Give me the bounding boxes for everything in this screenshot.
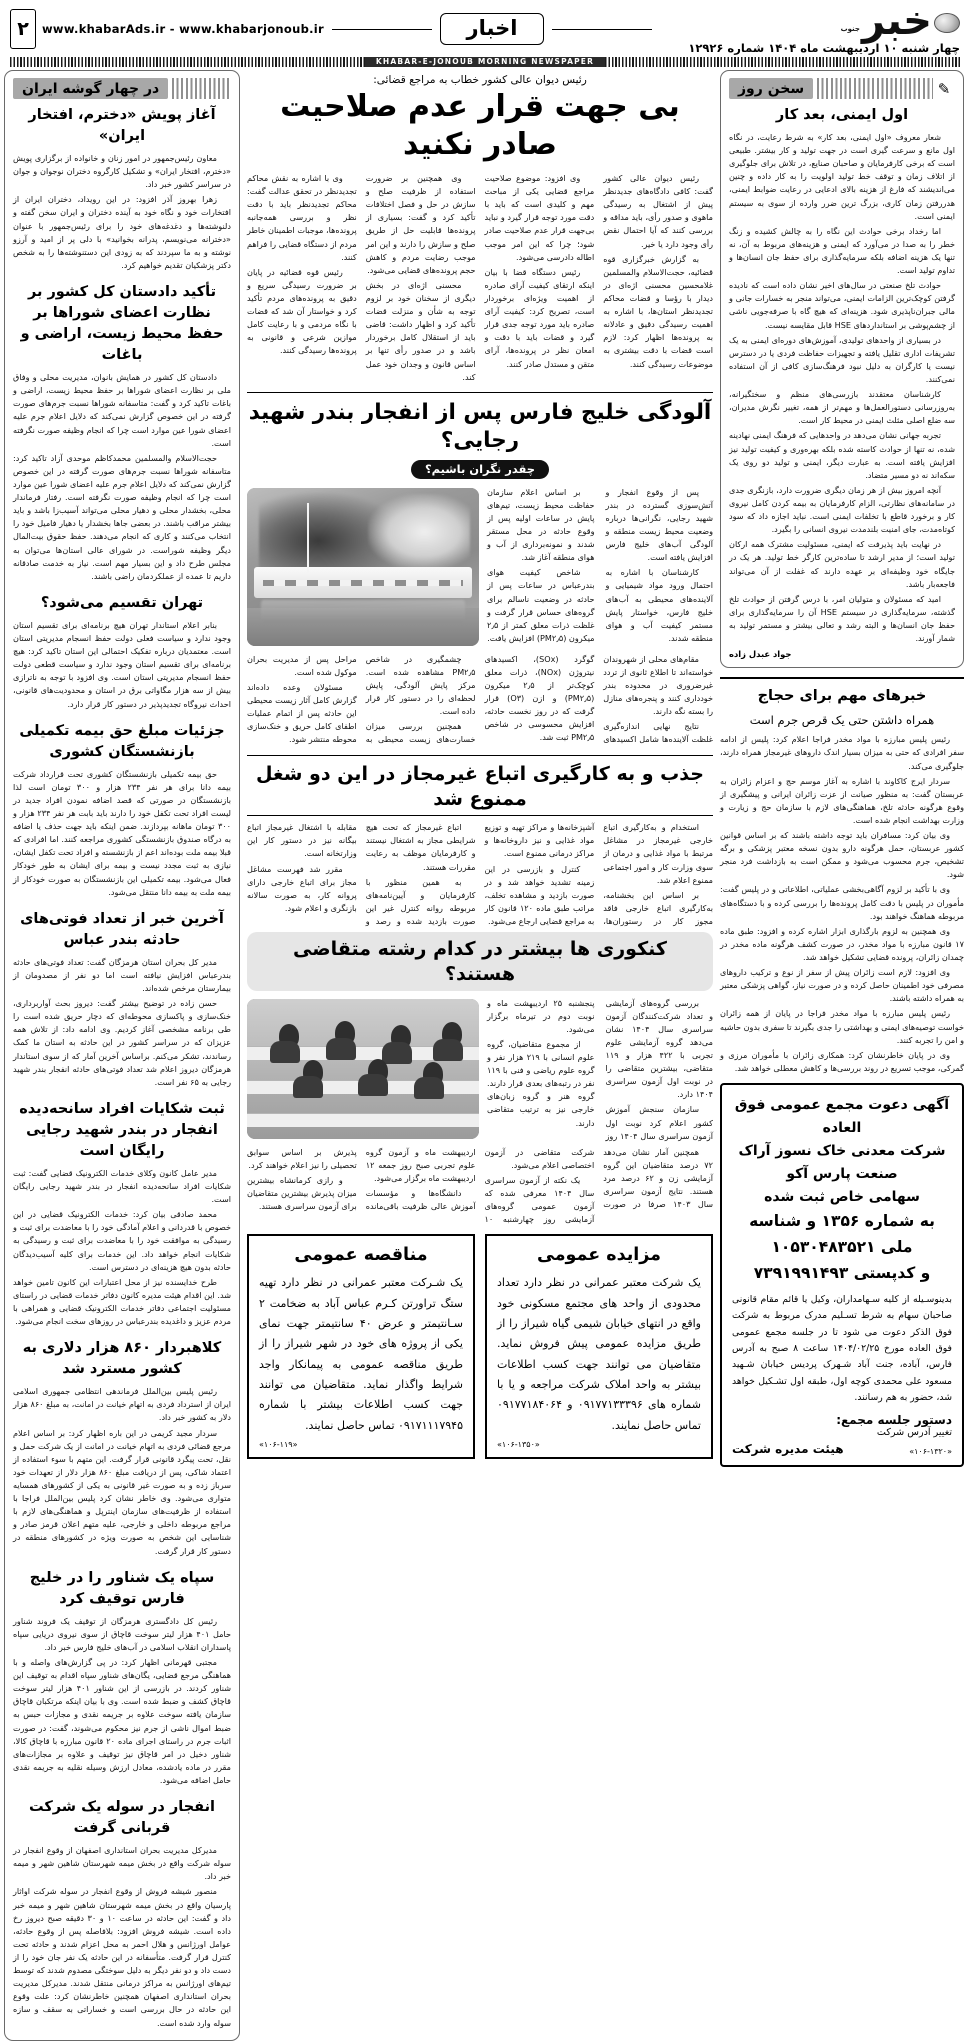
roundup-para: رئیس کل دادگستری هرمزگان از توقیف یک فروند شناور حامل ۴۰۱ هزار لیتر سوخت قاچاق از سوی نیروی دریایی سپاه پاسداران انقلاب اسلامی در آب‌های خلیج فارس خبر داد. xyxy=(13,1615,231,1652)
editorial-para: اما رخداد برخی حوادث این نگاه را به چالش کشیده و زنگ خطر را به صدا در می‌آورد که ایمنی و هزینه‌های مربوط به آن، نه تنها یک هزینه اضافه بلکه سرمایه‌گذاری برای حفظ جان انسان‌ها و تداوم تولید است. xyxy=(729,225,955,276)
roundup-strip-head xyxy=(13,78,231,99)
assembly-ad-line1: آگهی دعوت مجمع عمومی فوق العاده xyxy=(734,1097,950,1137)
section-title: اخبار xyxy=(440,13,545,44)
tender-ad-body: یک شـرکت معتبر عمرانی در نظر دارد تهیه ستگ تراورتن کـرم عباس آباد به ضخامت ۲ سـانتیمتر و عرض ۴۰ سانتیمتر جهت نمای یکی از پروژه های خود در شهر شیراز را از طریق مناقصه عمومی به پیمانکار واجد شرایط واگذار نماید. متقاضیان می توانند جهت کسب اطلاعات بیشتر با شماره ۰۹۱۷۱۱۱۷۹۴۵ تماس حاصل نمایند. xyxy=(259,1276,463,1432)
konkur-photo xyxy=(247,999,479,1139)
lead-para: رئیس دیوان عالی کشور گفت: کافی دادگاه‌های جدیدنظر پیش از اشتغال به رسیدگی ماهوی و صدور رأی، باید مداقه و بررسی کنند که آیا احتمال نقض رأی وجود دارد یا خیر. xyxy=(603,173,713,249)
roundup-strip-title: در چهار گوشه ایران xyxy=(13,78,168,99)
editorial-para: امید که مسئولان و متولیان امر، با درس گرفتن از حوادث تلخ گذشته، سرمایه‌گذاری در سیستم HSE آن را سرمایه‌گذاری برای حفظ جان انسان‌ها و البته رشد و تعالی بیشتر و مستمر تولید به شمار آورند. xyxy=(729,593,955,644)
assembly-ad-line4: به شماره ۱۳۵۶ و شناسه ملی ۱۰۵۳۰۴۸۳۵۲۱ xyxy=(749,1212,935,1257)
editorial-para: در نهایت باید پذیرفت که ایمنی، مسئولیت مشترک همه ارکان تولید است؛ از مدیر ارشد تا ساده‌ترین کارگر خط تولید. هر یک در جایگاه خود وظیفه‌ای بر عهده دارند که غفلت از آن می‌تواند فاجعه‌بار باشد. xyxy=(729,539,955,589)
konkur-para: سازمان سنجش آموزش کشور اعلام کرد نوبت اول آزمون سراسری سال ۱۴۰۴ روز پنجشنبه ۲۵ اردیبهشت ماه و نوبت دوم در تیرماه برگزار می‌شود. xyxy=(487,997,713,1141)
editorial-byline: جواد عبدل زاده xyxy=(729,649,792,660)
pen-icon: ✎ xyxy=(937,79,951,98)
roundup-title: کلاهبردار ۸۶۰ هزار دلاری به کشور مسترد شد xyxy=(22,1340,222,1378)
assembly-ad-line2: شرکت معدنی خاک نسوز آراک صنعت پارس آکو xyxy=(738,1143,946,1183)
hajj-para: سردار ایرج کاکاوند با اشاره به آغاز موسم حج و اعزام زائران به عربستان گفت: به منظور صیانت از عزت زائران ایرانی و پیشگیری از وقوع هرگونه حادثه تلخ، هماهنگی‌های لازم با سازمان حج و زیارت و وزارت بهداشت انجام شده است. xyxy=(720,775,964,825)
issue-date: چهار شنبه ۱۰ اردیبهشت ماه ۱۴۰۴ شماره ۱۲۹۲۶ xyxy=(688,41,960,55)
editorial-strip-title: سخن روز xyxy=(729,78,813,99)
roundup-para: مدیر کل بحران استان هرمزگان گفت: تعداد فوتی‌های حادثه بندرعباس افزایش نیافته است اما دو نفر از مصدومان از بیمارستان مرخص شده‌اند. xyxy=(13,956,231,993)
tender-ad-title: مناقصه عمومی xyxy=(294,1245,428,1266)
roundup-title: ثبت شکایات افراد سانحه‌دیده انفجار در بندر شهید رجایی رایگان است xyxy=(19,1100,225,1159)
assembly-ad-signer: هیئت مدیره شرکت xyxy=(732,1442,844,1457)
pollution-para: شاخص کیفیت هوای بندرعباس در ساعات پس از حادثه در وضعیت ناسالم برای گروه‌های حساس قرار گرفت و غلظت ذرات معلق کمتر از ۲٫۵ میکرون (PM۲٫۵) افزایش یافت. xyxy=(487,567,595,643)
foreignwork-body xyxy=(247,821,713,928)
roundup-title: جزئیات مبلغ حق بیمه تکمیلی بازنشستگان کشوری xyxy=(19,722,225,760)
pollution-body xyxy=(247,486,713,747)
pollution-pill: چقدر نگران باشیم؟ xyxy=(411,460,549,479)
pollution-para: نتایج نهایی اندازه‌گیری غلظت آلاینده‌ها شامل اکسیدهای گوگرد (SOx)، اکسیدهای نیتروژن (NOx)، ذرات معلق کوچک‌تر از ۲٫۵ میکرون (PM۲٫۵) و ازن (O۳) قرار گرفت که در روز نخست حادثه، افزایش محسوسی در شاخص PM۲٫۵ ثبت شد. xyxy=(484,653,713,745)
editorial-title: اول ایمنی، بعد کار xyxy=(775,107,909,123)
hajj-subtitle: همراه داشتن حتی یک قرص جرم است xyxy=(749,713,935,728)
editorial-para: تجربه جهانی نشان می‌دهد در واحدهایی که فرهنگ ایمنی نهادینه شده، نه تنها از حوادث کاسته شده بلکه بهره‌وری و کیفیت تولید نیز افزایش یافته است. به عبارت دیگر، ایمنی و تولید دو روی یک سکه‌اند نه دو مسیر متضاد. xyxy=(729,430,955,480)
konkur-para: و رازی کرمانشاه بیشترین میزان پذیرش بیشترین متقاضیان برای آزمون سراسری هستند. xyxy=(247,1174,357,1212)
konkur-para: یک نکته از آزمون سراسری سال ۱۴۰۴ معرفی شده که آزمون عمومی گروه‌های آزمایشی روز چهارشنبه ۱۰ اردیبهشت ماه و آزمون گروه علوم تجربی صبح روز جمعه ۱۲ اردیبهشت ماه برگزار می‌شود. xyxy=(365,1146,595,1225)
hajj-para: رئیس پلیس مبارزه با مواد مخدر فراجا در پایان از همه زائران خواست توصیه‌های ایمنی و بهداشتی را جدی بگیرند تا سفری بدون حاشیه و امن را تجربه کنند. xyxy=(719,1008,964,1045)
roundup-title: انفجار در سوله یک شرکت قربانی گرفت xyxy=(28,1799,215,1837)
hajj-para: رئیس پلیس مبارزه با مواد مخدر فراجا اعلام کرد: پلیس از ادامه سفر افرادی که حتی به میزان بسیار اندک داروهای غیرمجاز همراه دارند، جلوگیری می‌کند. xyxy=(720,734,964,771)
editorial-para: شعار معروف «اول ایمنی، بعد کار» به شرط رعایت، در نگاه اول مانع و سرعت گیری است در جهت تولید و کار بیشتر. طبیعی است که برخی کارفرمایان و صاحبان صنایع، در تلاش برای جلوگیری از اتلاف زمان و توقف خط تولید اولویت را به کار داده و چنین می‌اندیشند که فارغ از هزینه بالای ادعایی در رعایت ضوابط ایمنی، هدررفتن زمان کاری، بزرگ ترین ضرر وارده از سوی به سیستم ایمنی است. xyxy=(729,132,955,221)
editorial-para: در بسیاری از واحدهای تولیدی، آموزش‌های دوره‌ای ایمنی به یک تشریفات اداری تقلیل یافته و تجهیزات حفاظت فردی یا در دسترس نیست یا کارگران به دلیل نبود فرهنگ‌سازی کافی از آن استفاده نمی‌کنند. xyxy=(729,334,955,384)
pollution-para: همچنین بررسی میزان خسارت‌های زیست محیطی به مراحل پس از مدیریت بحران موکول شده است. xyxy=(247,653,476,745)
ticker-label: KHABAR-E-JONOUB MORNING NEWSPAPER xyxy=(365,57,605,67)
hajj-title: خبرهای مهم برای حجاج xyxy=(757,688,927,705)
roundup-para: حسن زاده در توضیح بیشتر گفت: دیروز بحث آوار‌برداری، خنک‌سازی و پاکسازی محوطه‌ای که دچار حریق شده است را طی برنامه مشخصی آغاز کردیم. وی ادامه داد: از تلاش همه عزیزان که در سراسر کشور در این حادثه به استان ما کمک رساندند، تشکر می‌کنم. براساس آخرین آمار که از سوی استاندار هرمزگان دیروز اعلام شد تعداد فوتی‌های حادثه انفجار بندر شهید رجایی به ۶۵ نفر است. xyxy=(13,998,231,1087)
roundup-para: سردار مجید کریمی در این باره اظهار کرد: بر اساس اعلام مرجع قضائی فردی به اتهام خیانت در امانت از یک شرکت حمل و نقل، تحت پیگرد قانونی قرار گرفت. این متهم با سوء استفاده از اعتماد شاکی، پس از دریافت مبلغ ۸۶۰ هزار دلار از تعهدات خود سرباز زده و به صورت غیر قانونی به یکی از کشورهای همسایه متواری می‌شود. وی خاطر نشان کرد پلیس بین‌الملل فراجا با استفاده از ظرفیت‌های سازمان اینترپل و هماهنگی‌های لازم با مراجع مربوطه داخلی و خارجی، علیه متهم اعلان قرمز صادر و شناسایی این شخص به صورت ویژه در کشورهای منطقه در دستور کار قرار گرفت. xyxy=(13,1427,231,1556)
hajj-para: وی افزود: لازم است زائران پیش از سفر از نوع و ترکیب داروهای مصرفی خود اطمینان حاصل کرده و در صورت نیاز، گواهی پزشکی معتبر به همراه داشته باشند. xyxy=(720,967,964,1004)
page-grid xyxy=(6,70,964,2041)
strip-bars xyxy=(172,78,231,99)
hajj-para: وی با تأکید بر لزوم آگاهی‌بخشی عملیاتی، اطلاعاتی و در پلیس گفت: مأموران در پلیس با دقت کامل پرونده‌ها را بررسی کرده و با دستگاه‌های مربوطه هماهنگ خواهند بود. xyxy=(720,884,964,921)
roundup-title: آخرین خبر از تعداد فوتی‌های حادثه بندر عباس xyxy=(20,910,224,948)
auction-ad-code: «۱۰۶-۱۳۵۰» xyxy=(497,1440,540,1450)
roundup-para: حجت‌الاسلام والمسلمین محمدکاظم موحدی آزاد تاکید کرد: متاسفانه شوراها نسبت جرم‌های صورت گرفته در این خصوص گزارش نمی‌کند که دلایل اعلام جرم علیه اعضای شورا عین موارد است چرا که انجام وظیفه صورت نگرفته است. رفتار فرماندار محلی، بخشدار محلی و دهیار محلی می‌تواند آسیب‌زا باشد و باید بیشتر مراقب باشند. در بعضی جاها بخشدار یا دهیار فامیل خود را انتخاب می‌کنند و کاری که انجام می‌دهند. حفظ حقوق بیت‌المال دیگر وظیفه شوراست. در شورای عالی استان‌ها می‌توان به مجلس طرح داد و این بسیار مهم است. نیاز به خدمت صادقانه داریم تا عمده از عملکردمان راضی باشند. xyxy=(13,452,231,581)
newspaper-logo xyxy=(660,0,960,55)
assembly-agenda-value: تغییر آدرس شرکت xyxy=(876,1427,952,1439)
roundup-para: مجتبی قهرمانی اظهار کرد: در پی گزارش‌های واصله و با هماهنگی مرجع قضایی، یگان‌های شناور سپاه اقدام به توقیف این شناور کردند. در بازرسی از این شناور ۴۰۱ هزار لیتر سوخت قاچاق کشف و ضبط شده است. وی با بیان اینکه مرتکبان قاچاق سازمان یافته سوخت علاوه بر جریمه نقدی و مجازات حبس به ضبط اموال ناشی از جرم نیز محکوم می‌شوند، گفت: در صورت اثبات جرم در راستای اجرای ماده ۲۰ قانون مبارزه با قاچاق کالا، شناور دخیل در امر قاچاق نیز توقیف و علاوه بر مجازات‌های مقرر در ماده یادشده، معادل ارزش وسیله نقلیه به جریمه نقدی حامل اضافه می‌شود. xyxy=(13,1657,231,1786)
website-urls[interactable]: www.khabarAds.ir - www.khabarjonoub.ir xyxy=(41,22,324,36)
assembly-ad xyxy=(720,1083,964,1467)
pollution-headline: آلودگی خلیج فارس پس از انفجار بندر شهید رجایی؟ xyxy=(248,399,712,453)
roundup-para: مدیرکل مدیریت بحران استانداری اصفهان از وقوع انفجار در سوله شرکت واقع در بخش میمه شهرستان شاهین شهر و میمه خبر داد. xyxy=(13,1845,231,1882)
editorial-para: آنچه امروز بیش از هر زمان دیگری ضرورت دارد، بازنگری جدی در سامانه‌های نظارتی، الزام کارفرمایان به بیمه کردن کامل نیروی کار و برخورد قاطع با تخلفات ایمنی است. نباید اجازه داد که سود کوتاه‌مدت، جای امنیت بلندمدت نیروی انسانی را بگیرد. xyxy=(729,484,955,535)
page-number: ۲ xyxy=(10,9,36,49)
lead-para: محسنی اژه‌ای در بخش دیگری از سخنان خود بر لزوم توجه به شأن و منزلت قضات تأکید کرد و اظهار داشت: قاضی باید از استقلال کامل برخوردار باشد و در صدور رأی تنها بر اساس قانون و وجدان خود عمل کند. xyxy=(365,279,476,382)
roundup-title: تهران تقسیم می‌شود؟ xyxy=(40,594,204,611)
konkur-headline: کنکوری ها بیشتر در کدام رشته متقاضی هستند؟ xyxy=(293,938,667,985)
lead-para: رئیس قوه قضائیه در پایان بر ضرورت رسیدگی سریع و دقیق به پرونده‌های مردم تأکید کرد و خواستار آن شد که قضات با نگاه مردمی و با رعایت کامل موازین شرعی و قانونی به پرونده‌ها رسیدگی کنند. xyxy=(247,266,357,356)
left-column xyxy=(4,70,240,2041)
hajj-para: وی بیان کرد: مسافران باید توجه داشته باشند که بر اساس قوانین کشور عربستان، حمل هرگونه دارو بدون نسخه معتبر پزشکی و برگه تشخیص، جرم محسوب می‌شود و ممکن است به بازداشت فرد منجر شود. xyxy=(720,830,964,880)
tender-ad xyxy=(247,1234,475,1459)
hajj-para: وی همچنین به لزوم بارگذاری ابزار اشاره کرده و افزود: طبق ماده ۱۷ قانون مبارزه با مواد مخدر، در صورت کشف هرگونه ماده مخدر در چمدان زائران، پرونده قضایی تشکیل خواهد شد. xyxy=(720,925,964,963)
assembly-ad-line5: و کدپستی ۷۳۹۱۹۹۱۴۹۳ xyxy=(753,1263,931,1282)
pollution-para: کارشناسان با اشاره به احتمال ورود مواد شیمیایی و آلاینده‌های محیطی به آب‌های خلیج فارس، خواستار پایش مستمر کیفیت آب و هوای منطقه شدند. xyxy=(605,567,713,643)
lead-para: وی افزود: موضوع صلاحیت مراجع قضایی یکی از مباحث مهم و کلیدی است که باید با دقت مورد توجه قرار گیرد و نباید بی‌جهت قرار عدم صلاحیت صادر شود؛ چرا که این امر موجب اطاله دادرسی می‌شود. xyxy=(484,173,595,262)
assembly-ad-code: «۱۰۶-۱۳۲۰» xyxy=(909,1447,952,1457)
roundup-title: آغاز پویش «دخترم، افتخار ایران» xyxy=(28,107,216,145)
konkur-para: بررسی گروه‌های آزمایشی و تعداد شرکت‌کنندگان آزمون سراسری سال ۱۴۰۴ نشان می‌دهد گروه آزمایشی علوم تجربی با ۴۲۲ هزار و ۱۱۹ متقاضی، بیشترین متقاضی را در نوبت اول آزمون سراسری ۱۴۰۴ دارد. xyxy=(605,997,713,1100)
tender-ad-code: «۱۰۶-۱۱۹» xyxy=(259,1440,298,1450)
logo-subtext: جنوب xyxy=(840,25,860,33)
editorial-strip-head xyxy=(729,78,955,99)
pollution-photo xyxy=(247,488,479,646)
roundup-para: بنابر اعلام استاندار تهران هیچ برنامه‌ای برای تقسیم استان وجود ندارد و سیاست فعلی دولت حفظ انسجام مدیریتی استان است. معتمدیان درباره تفکیک احتمالی این استان تاکید کرد: هیچ برنامه‌ای برای تقسیم استان وجود ندارد و سیاست قطعی دولت حفظ انسجام مدیریتی استان است. وی افزود با توجه به ناترازی بیش از سه هزار مگاواتی برق در استان و محدودیت‌های قانونی، احداث نیروگاه تجدیدپذیر در دستور کار قرار دارد. xyxy=(13,619,231,709)
middle-column xyxy=(247,70,713,1459)
iran-roundup-box xyxy=(4,70,240,2041)
strip-bars xyxy=(817,78,933,99)
assembly-ad-line3: سهامی خاص ثبت شده xyxy=(764,1189,920,1206)
lead-para: به گزارش خبرگزاری قوه قضائیه، حجت‌الاسلام والمسلمین غلامحسین محسنی اژه‌ای در دیدار با رؤسا و قضات محاکم تجدیدنظر استان‌ها، با اشاره به اهمیت رسیدگی دقیق و عادلانه به پرونده‌ها اظهار کرد: لازم است قضات با دقت بیشتری به موضوعات رسیدگی کنند. xyxy=(603,253,713,369)
right-column xyxy=(720,70,964,1467)
assembly-agenda-label: دستور جلسه مجمع: xyxy=(836,1413,952,1428)
logo-text: خبر xyxy=(861,0,932,44)
globe-icon xyxy=(934,13,960,33)
konkur-band xyxy=(247,932,713,990)
divider-left xyxy=(332,29,432,30)
roundup-para: محمد صادقی بیان کرد: خدمات الکترونیک قضایی در این خصوص با قدردانی و اعلام آمادگی خود را با معاضدت برای ثبت و رسیدگی به موافقت خود را با معاضدت برای ثبت و رسیدگی به شکایات انجام خواهد داد. این خدمات برای کلیه آسیب‌دیدگان حادثه بدون هیچ هزینه‌ای در دسترس است. xyxy=(13,1209,231,1272)
editorial-para: حوادث تلخ صنعتی در سال‌های اخیر نشان داده است که نادیده گرفتن کوچک‌ترین الزامات ایمنی، می‌تواند منجر به خسارات جانی و مالی جبران‌ناپذیری شود. هزینه‌ای که هیچ گاه با صرفه‌جویی ناشی از چشم‌پوشی بر استانداردهای HSE قابل مقایسه نیست. xyxy=(729,280,955,330)
foreignwork-para: استخدام و به‌کارگیری اتباع خارجی غیرمجاز در مشاغل مرتبط با مواد غذایی و درمان از سوی وزارت کار و امور اجتماعی ممنوع اعلام شد. xyxy=(603,822,713,885)
roundup-para: حق بیمه تکمیلی بازنشستگان کشوری تحت قرارداد شرکت بیمه دانا برای هر نفر ۲۳۴ هزار و ۳۰۰ تومان است لذا بازنشستگان در صورتی که قصد اضافه نمودن افراد جدید در لیست افراد تحت تکفل خود را دارند باید بابت هر نفر ۲۳۴ هزار و ۳۰۰ تومان ماهانه بپردازند. ضمن اینکه باید جهت حذف یا اضافه به درگاه صندوق بازنشستگی کشوری مراجعه کنند. اما افرادی که قبلا بیمه ملت بوده‌اند اعم از بازنشسته و افراد تحت تکفل ایشان، نیازی به ثبت مجدد نیست و بیمه برای ایشان به طور خودکار فعال می‌شود. بیمه تکمیلی این بازنشستگان به صورت خودکار از بیمه ملت به بیمه دانا منتقل می‌شود. xyxy=(13,768,231,897)
ticker-strip xyxy=(10,57,960,67)
foreignwork-para: مقرر شد فهرست مشاغل مجاز برای اتباع خارجی دارای پروانه کار، به صورت سالانه بازنگری و اعلام شود. xyxy=(247,863,357,913)
lead-kicker: رئیس دیوان عالی کشور خطاب به مراجع قضائی: xyxy=(373,74,587,86)
classified-ads-row xyxy=(247,1234,713,1459)
lead-para: وی همچنین بر ضرورت استفاده از ظرفیت صلح و سازش در حل و فصل اختلافات تأکید کرد و گفت: بسیاری از پرونده‌ها قابلیت حل از طریق صلح و سازش را دارند و این امر موجب رضایت مردم و کاهش حجم پرونده‌های قضایی می‌شود. xyxy=(365,173,476,275)
auction-ad xyxy=(485,1234,713,1459)
roundup-title: تأکید دادستان کل کشور بر نظارت اعضای شوراها بر حفظ محیط زیست، اراضی و باغات xyxy=(20,284,224,364)
foreignwork-para: کنترل و بازرسی در این زمینه تشدید خواهد شد و در صورت بازدید و مشاهده تخلف، مراتب طبق ماده ۱۲۰ قانون کار به مراجع قضایی ارجاع می‌شود. xyxy=(484,863,595,927)
konkur-para: از مجموع متقاضیان، گروه علوم انسانی با ۲۱۹ هزار نفر و گروه علوم ریاضی و فنی با ۱۱۹ نفر در رتبه‌های بعدی قرار دارند. گروه هنر و گروه زبان‌های خارجی نیز به ترتیب متقاضی دارند. xyxy=(487,1038,595,1128)
hajj-article xyxy=(720,686,964,1075)
editorial-para: کارشناسان معتقدند بازرسی‌های منظم و سختگیرانه، به‌روزرسانی دستورالعمل‌ها و مهم‌تر از همه، تغییر نگرش مدیران، سه ضلع اصلی مثلث ایمنی در محیط کار است. xyxy=(729,389,955,426)
pollution-para: بر اساس اعلام سازمان حفاظت محیط زیست، تیم‌های پایش در ساعات اولیه پس از وقوع حادثه در محل مستقر شدند و نمونه‌برداری از آب و هوای منطقه آغاز شد. xyxy=(487,486,595,563)
hajj-para: وی در پایان خاطرنشان کرد: همکاری زائران با مأموران مرزی و گمرکی، موجب تسریع در روند بررسی‌ها و کاهش معطلی خواهد شد. xyxy=(720,1049,964,1073)
foreignwork-para: بر اساس این بخشنامه، به‌کارگیری اتباع خارجی فاقد مجوز کار در رستوران‌ها، آشپزخانه‌ها و مراکز تهیه و توزیع مواد غذایی و نیز داروخانه‌ها و مراکز درمانی ممنوع است. xyxy=(484,822,713,927)
pollution-para: مقام‌های محلی از شهروندان خواسته‌اند تا اطلاع ثانوی از تردد غیرضروری در محدوده بندر خودداری کنند و پنجره‌های منازل را بسته نگه دارند. xyxy=(603,653,713,717)
roundup-para: زهرا بهروز آذر افزود: در این رویداد، دختران ایران از افتخارات خود و نگاه خود به آینده دختران و ایران سخن گفته و دلنوشته‌ها و دغدغه‌های خود را برای رئیس‌جمهور با عنوان «دخترانه می‌نویسم، پدرانه بخوانید» با دلی پر از امید و آرزو نوشته و به ما سپردند که به زودی این دستنوشته‌ها را به شخص دکتر پزشکیان تقدیم خواهیم کرد. xyxy=(13,194,231,270)
editorial-box xyxy=(720,70,964,668)
lead-para: رئیس دستگاه قضا با بیان اینکه ارتقای کیفیت آرای صادره از اهمیت ویژه‌ای برخوردار است، تصریح کرد: کیفیت آرای صادره باید مورد توجه جدی قرار گیرد و قضات باید با دقت و امعان نظر در پرونده‌ها، آرای متقن و مستدل صادر کنند. xyxy=(484,266,595,369)
masthead xyxy=(6,0,964,56)
roundup-para: طرح خدایسنده نیز از محل اعتبارات این کانون تامین خواهد شد. این اقدام هیئت مدیره کانون دفاتر خدمات قضایی در راستای مسئولیت اجتماعی دفاتر خدمات الکترونیک قضایی و همراهی با مردم عزیز و داغدیده بندرعباس در روزهای سخت انجام می‌شود. xyxy=(13,1276,231,1327)
konkur-para: دانشگاه‌ها و مؤسسات آموزش عالی ظرفیت باقی‌مانده پذیرش بر اساس سوابق تحصیلی را نیز اعلام خواهند کرد. xyxy=(247,1146,476,1212)
auction-ad-body: یک شرکت معتبر عمرانی در نظر دارد تعداد محدودی از واحد های مجتمع مسکونی خود واقع در انتهای خیابان شیمی گیاه شیراز را از طریق مزایده عمومی پیش فروش نماید. متقاضیان می توانند جهت کسب اطلاعات بیشتر به واحد املاک شرکت مراجعه و یا با شماره های ۰۹۱۷۷۱۳۳۳۹۶ و ۰۹۱۷۷۱۸۴۰۶۴ تماس حاصل نمایند. xyxy=(497,1276,702,1432)
lead-body xyxy=(247,172,713,384)
section-divider xyxy=(247,392,713,393)
roundup-para: رئیس پلیس بین‌الملل فرماندهی انتظامی جمهوری اسلامی ایران از استرداد فردی به اتهام خیانت در امانت، به مبلغ ۸۶۰ هزار دلار به کشور خبر داد. xyxy=(13,1386,231,1423)
foreignwork-para: اتباع غیرمجاز که تحت هیچ شرایطی مجاز به اشتغال نیستند و کارفرمایان موظف به رعایت مقررات هستند. xyxy=(365,822,476,872)
konkur-body xyxy=(247,997,713,1227)
lead-para: وی با اشاره به نقش محاکم تجدیدنظر در تحقق عدالت گفت: محاکم تجدیدنظر باید با دقت نظر و بررسی همه‌جانبه پرونده‌ها، موجبات اطمینان خاطر مردم از دستگاه قضایی را فراهم کنند. xyxy=(247,173,357,262)
section-divider xyxy=(720,677,964,679)
section-divider xyxy=(247,755,713,756)
pollution-para: مسئولان وعده داده‌اند گزارش کامل آثار زیست محیطی این حادثه پس از اتمام عملیات اطفای کامل حریق و خنک‌سازی محوطه منتشر شود. xyxy=(247,681,357,745)
roundup-title: سپاه یک شناور را در خلیج فارس توقیف کرد xyxy=(29,1569,215,1607)
foreignwork-headline: جذب و به کارگیری اتباع غیرمجاز در این دو شغل ممنوع شد xyxy=(256,762,704,810)
roundup-para: منصور شیشه فروش از وقوع انفجار در سوله شرکت اواثار پارسیان واقع در بخش میمه شهرستان شاهین شهر و میمه خبر داد و گفت: این حادثه در ساعت ۱۰ و ۳۰ دقیقه صبح دیروز رخ داده است. شیشه فروش افزود: بلافاصله پس از وقوع حادثه، عوامل اورژانس و هلال احمر به محل اعزام شدند و حادثه تحت کنترل قرار گرفت. متأسفانه در این حادثه یک نفر جان خود را از دست داد و دو نفر دیگر به دلیل سوختگی مصدوم شدند که توسط تیم‌های اورژانس به مراکز درمانی منتقل شدند. مدیرکل مدیریت بحران استانداری اصفهان همچنین خاطرنشان کرد: علت وقوع این حادثه در حال بررسی است و خساراتی به سقف و سازه سوله وارد شده است. xyxy=(13,1886,231,2028)
assembly-ad-body: بدینوسـیله از کلیه سـهامداران، وکیل یا قائم مقام قانونی صاحبان سهام به شرط تسـلیم مدرک مربوط به شرکت فوق الذکر دعوت می شود تا در جلسه مجمع عمومی فوق العاده مورخ ۱۴۰۴/۰۲/۲۵ ساعت ۸ صبح به آدرس فارس، آباده، جنت آباد شـهرک پردیس خیابان شـهید مسعود علی محمدی کوچه اول، طبقه اول تشـکیل خواهد شد، حضور به هم رسانند. xyxy=(732,1294,953,1403)
foreignwork-para: به همین منظور با کارفرمایان و آیین‌نامه‌های مربوطه روانه کنترل غیر این صورت بازدید شده و رصد و مقابله با اشتغال غیرمجاز اتباع بیگانه نیز در دستور کار این وزارتخانه است. xyxy=(247,822,476,927)
roundup-para: دادستان کل کشور در همایش بانوان، مدیریت محلی و وفاق ملی بر نظارت اعضای شوراها بر حفظ محیط زیست، اراضی و باغات تاکید کرد و گفت: متاسفانه شوراها نسبت جرم‌های صورت گرفته در این خصوص گزارش نمی‌کند که دلایل اعلام جرم علیه اعضای شورا عین موارد است چرا که انجام وظیفه صورت نگرفته است. xyxy=(13,372,231,448)
pollution-para: چشمگیری در شاخص PM۲٫۵ مشاهده شده است. مرکز پایش آلودگی، پایش لحظه‌ای را در دستور کار قرار داده است. xyxy=(365,653,476,717)
auction-ad-title: مزایده عمومی xyxy=(536,1245,662,1266)
pollution-para: پس از وقوع انفجار و آتش‌سوزی گسترده در بندر شهید رجایی، نگرانی‌ها درباره وضعیت محیط زیست منطقه و آلودگی آب‌های خلیج فارس افزایش یافته است. xyxy=(605,486,713,563)
lead-headline: بی جهت قرار عدم صلاحیت صادر نکنید xyxy=(280,89,680,162)
konkur-para: همچنین آمار نشان می‌دهد ۷۲ درصد متقاضیان این گروه آزمایشی زن و ۶۲ درصد مرد هستند. نتایج آزمون سراسری سال ۱۴۰۳ صرفا در صورت شرکت متقاضی در آزمون اختصاصی اعلام می‌شود. xyxy=(484,1146,713,1210)
roundup-para: مدیر عامل کانون وکلای خدمات الکترونیک قضایی گفت: ثبت شکایات افراد سانحه‌دیده انفجار در بندر شهید رجایی رایگان است. xyxy=(13,1167,231,1205)
roundup-para: معاون رئیس‌جمهور در امور زنان و خانواده از برگزاری پویش «دخترم، افتخار ایران» و تشکیل کارگروه دختران نوجوان و جوان در سراسر کشور خبر داد. xyxy=(13,153,231,190)
divider-right xyxy=(552,29,652,30)
